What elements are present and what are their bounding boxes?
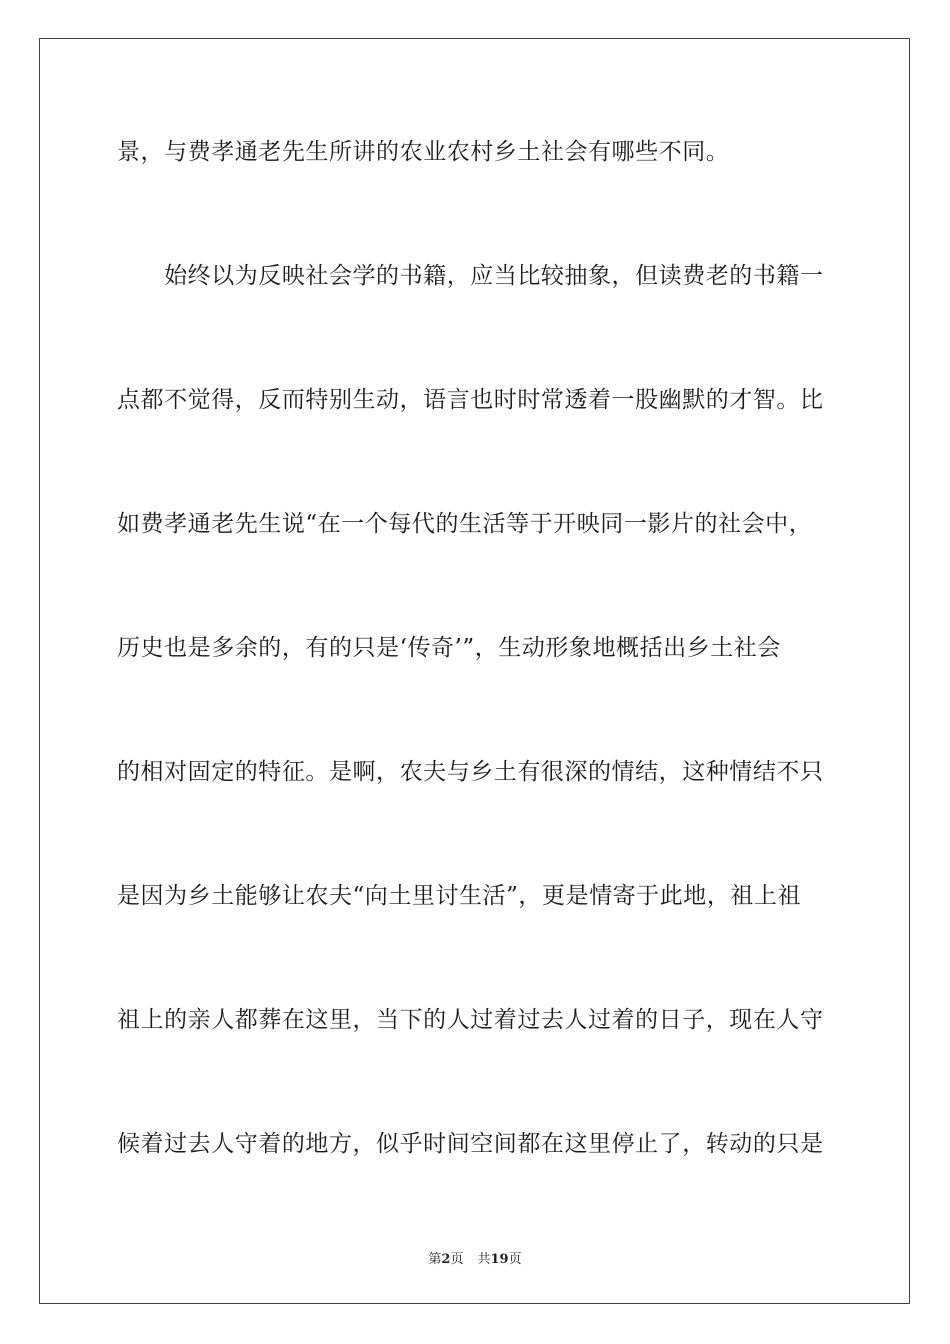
text-line: 景，与费孝通老先生所讲的农业农村乡土社会有哪些不同。 bbox=[117, 139, 730, 165]
text-line: 的相对固定的特征。是啊，农夫与乡土有很深的情结，这种情结不只 bbox=[117, 759, 824, 785]
page-suffix: 页 bbox=[450, 1252, 464, 1267]
total-pages: 19 bbox=[490, 1252, 509, 1267]
page-footer bbox=[0, 1248, 950, 1267]
text-line: 点都不觉得，反而特别生动，语言也时时常透着一股幽默的才智。比 bbox=[117, 387, 824, 413]
text-line: 历史也是多余的，有的只是‘传奇’”，生动形象地概括出乡土社会 bbox=[117, 635, 781, 661]
text-line: 是因为乡土能够让农夫“向土里讨生活”，更是情寄于此地，祖上祖 bbox=[117, 883, 802, 909]
total-prefix: 共 bbox=[477, 1252, 491, 1267]
text-line: 如费孝通老先生说“在一个每代的生活等于开映同一影片的社会中， bbox=[117, 511, 813, 537]
text-line: 祖上的亲人都葬在这里，当下的人过着过去人过着的日子，现在人守 bbox=[117, 1007, 824, 1033]
total-suffix: 页 bbox=[508, 1252, 522, 1267]
page-number: 2 bbox=[441, 1252, 451, 1267]
text-line: 候着过去人守着的地方，似乎时间空间都在这里停止了，转动的只是 bbox=[117, 1131, 824, 1157]
body-text bbox=[117, 128, 833, 1244]
page-prefix: 第 bbox=[428, 1252, 442, 1267]
text-line: 始终以为反映社会学的书籍，应当比较抽象，但读费老的书籍一 bbox=[117, 263, 824, 289]
